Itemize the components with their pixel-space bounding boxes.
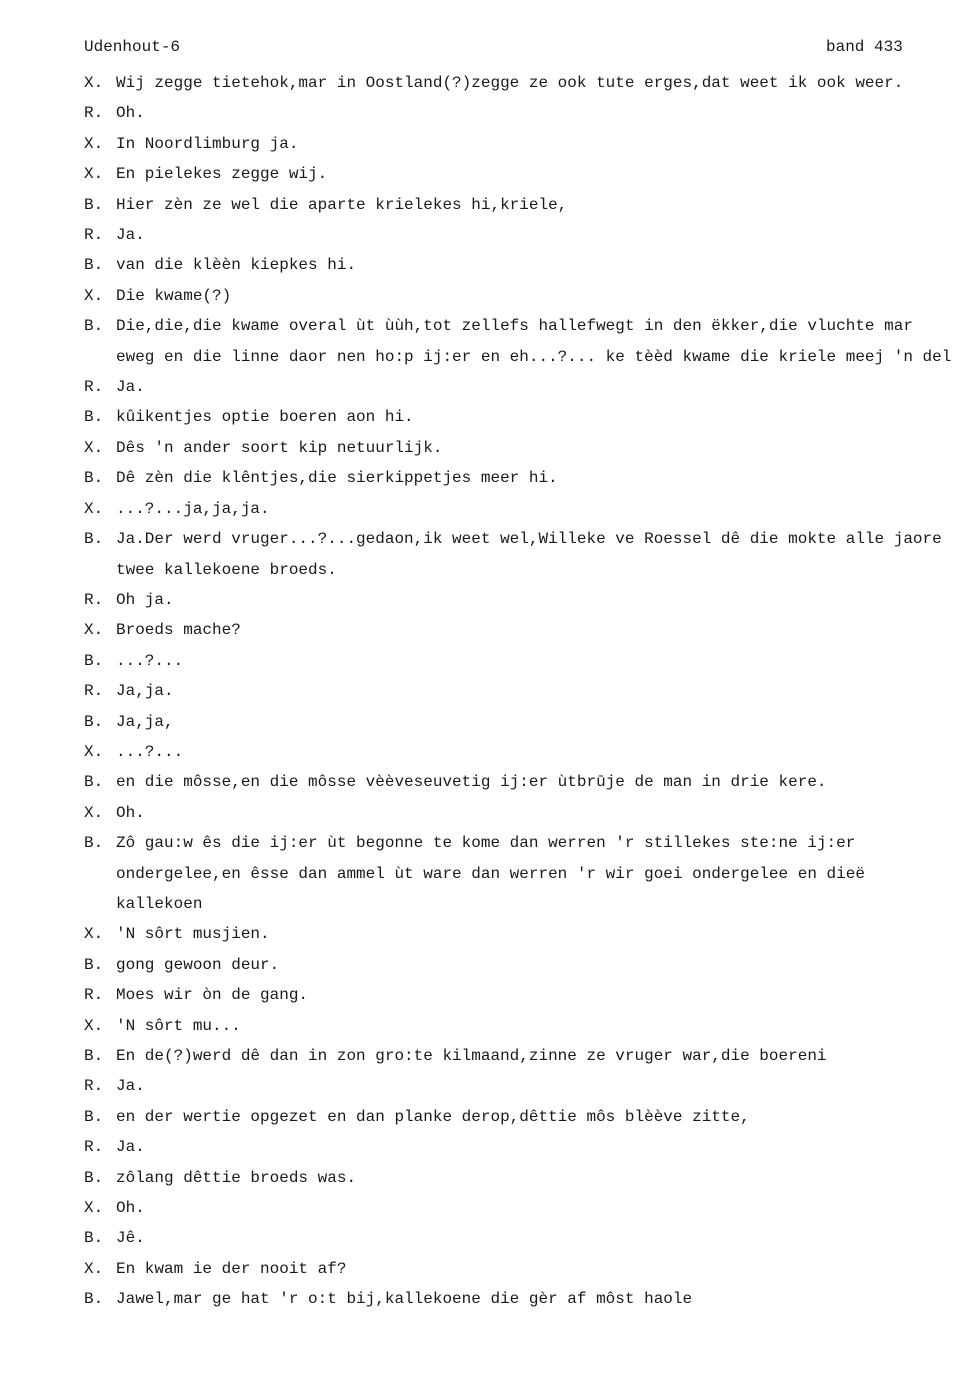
speaker-label: B. [84,408,104,427]
utterance-text: Wij zegge tietehok,mar in Oostland(?)zegge ze ook tute erges,dat weet ik ook weer. [116,74,904,92]
speaker-label: X. [84,438,104,457]
transcript-turn [84,1041,954,1071]
transcript-turn [84,190,954,220]
utterance-text: kûikentjes optie boeren aon hi. [116,408,414,427]
utterance-text: 'N sôrt musjien. [116,925,270,944]
speaker-label: B. [84,195,104,214]
transcript-turn [84,1102,954,1132]
transcript-turn [84,798,954,828]
transcript-turn [84,1163,954,1193]
transcript-turn [84,1011,954,1041]
speaker-label: B. [84,712,104,731]
transcript-turn [84,950,954,980]
utterance-text: van die klèèn kiepkes hi. [116,256,357,275]
speaker-label: B. [84,1229,104,1248]
utterance-text: Oh. [116,1199,145,1218]
speaker-label: B. [84,1168,104,1187]
speaker-label: R. [84,986,104,1005]
speaker-label: B. [84,773,104,792]
document-title: Udenhout-6 [84,38,181,56]
utterance-text: Ja,ja, [116,712,174,731]
speaker-label: B. [84,256,104,275]
utterance-text: Ja. [116,1077,145,1096]
utterance-text: en die môsse,en die môsse vèèveseuvetig ij:er ùtbrūje de man in drie kere. [116,773,827,792]
utterance-text: Ja. [116,1138,145,1157]
speaker-label: R. [84,590,104,609]
utterance-text: Zô gau:w ês die ij:er ùt begonne te kome dan werren 'r stillekes ste:ne ij:er ondergelee,en êsse dan ammel ùt ware dan werren 'r wir goei ondergelee en dieë kallekoen [116,834,865,913]
utterance-text: Jawel,mar ge hat 'r o:t bij,kallekoene die gèr af môst haole [116,1290,693,1309]
transcript-turn [84,402,954,432]
utterance-text: Die,die,die kwame overal ùt ùùh,tot zellefs hallefwegt in den ëkker,die vluchte mar eweg en die linne daor nen ho:p ij:er en eh...?... ke tèèd kwame die kriele meej 'n del [116,317,952,366]
utterance-text: En de(?)werd dê dan in zon gro:te kilmaand,zinne ze vruger war,die boereni [116,1047,827,1065]
utterance-text: Oh ja. [116,590,174,609]
utterance-text: Ja. [116,226,145,245]
utterance-text: Ja,ja. [116,682,174,701]
utterance-text: Ja.Der werd vruger...?...gedaon,ik weet wel,Willeke ve Roessel dê die mokte alle jaore twee kallekoene broeds. [116,530,942,579]
transcript-turn [84,129,954,159]
transcript-turn [84,980,954,1010]
utterance-text: Broeds mache? [116,621,241,640]
speaker-label: R. [84,1077,104,1096]
transcript-turn [84,433,954,463]
transcript-turn [84,646,954,676]
speaker-label: X. [84,499,104,518]
utterance-text: ...?... [116,742,184,761]
transcript-turn [84,68,954,98]
utterance-text: Hier zèn ze wel die aparte krielekes hi,kriele, [116,195,568,214]
speaker-label: B. [84,955,104,974]
utterance-text: Oh. [116,104,145,123]
transcript-turn [84,1254,954,1284]
transcript-turn [84,372,954,402]
transcript-turn [84,737,954,767]
transcript-turn [84,281,954,311]
utterance-text: Dês 'n ander soort kip netuurlijk. [116,438,443,457]
transcript-turn [84,1284,954,1314]
utterance-text: Die kwame(?) [116,286,232,305]
speaker-label: B. [84,1047,104,1065]
transcript-turn [84,919,954,949]
utterance-text: En pielekes zegge wij. [116,165,328,184]
transcript-turn [84,615,954,645]
utterance-text: gong gewoon deur. [116,955,280,974]
transcript-turn [84,311,954,372]
speaker-label: B. [84,1290,104,1309]
transcript-turn [84,1193,954,1223]
speaker-label: B. [84,469,104,488]
transcript-turn [84,1132,954,1162]
transcript-turn [84,676,954,706]
speaker-label: B. [84,317,104,336]
speaker-label: X. [84,286,104,305]
transcript-turn [84,767,954,797]
transcript-turn [84,250,954,280]
speaker-label: X. [84,165,104,184]
speaker-label: B. [84,651,104,670]
speaker-label: R. [84,1138,104,1157]
speaker-label: R. [84,104,104,123]
transcript-turn [84,98,954,128]
speaker-label: X. [84,1016,104,1035]
utterance-text: ...?...ja,ja,ja. [116,499,270,518]
utterance-text: Dê zèn die klêntjes,die sierkippetjes meer hi. [116,469,558,488]
transcript-turn [84,585,954,615]
transcript-turn [84,1223,954,1253]
transcript-turn [84,494,954,524]
band-number: band 433 [826,38,903,56]
speaker-label: B. [84,1107,104,1126]
speaker-label: X. [84,74,104,92]
utterance-text: Oh. [116,803,145,822]
utterance-text: ...?... [116,651,184,670]
speaker-label: X. [84,621,104,640]
speaker-label: X. [84,134,104,153]
utterance-text: En kwam ie der nooit af? [116,1259,347,1278]
utterance-text: Jê. [116,1229,145,1248]
speaker-label: X. [84,925,104,944]
speaker-label: R. [84,226,104,245]
speaker-label: R. [84,682,104,701]
transcript-turn [84,159,954,189]
transcript-turn [84,707,954,737]
speaker-label: B. [84,530,104,549]
speaker-label: X. [84,1259,104,1278]
utterance-text: en der wertie opgezet en dan planke derop,dêttie môs blèève zitte, [116,1107,750,1126]
speaker-label: R. [84,378,104,397]
transcript-turn [84,1071,954,1101]
transcript-turn [84,524,954,585]
speaker-label: X. [84,742,104,761]
transcript-turn [84,828,954,919]
transcript-turn [84,463,954,493]
speaker-label: X. [84,803,104,822]
utterance-text: In Noordlimburg ja. [116,134,299,153]
transcript-turn [84,220,954,250]
speaker-label: X. [84,1199,104,1218]
speaker-label: B. [84,834,104,853]
utterance-text: Ja. [116,378,145,397]
transcript [84,68,954,1315]
utterance-text: Moes wir òn de gang. [116,986,309,1005]
utterance-text: zôlang dêttie broeds was. [116,1168,357,1187]
utterance-text: 'N sôrt mu... [116,1016,241,1035]
